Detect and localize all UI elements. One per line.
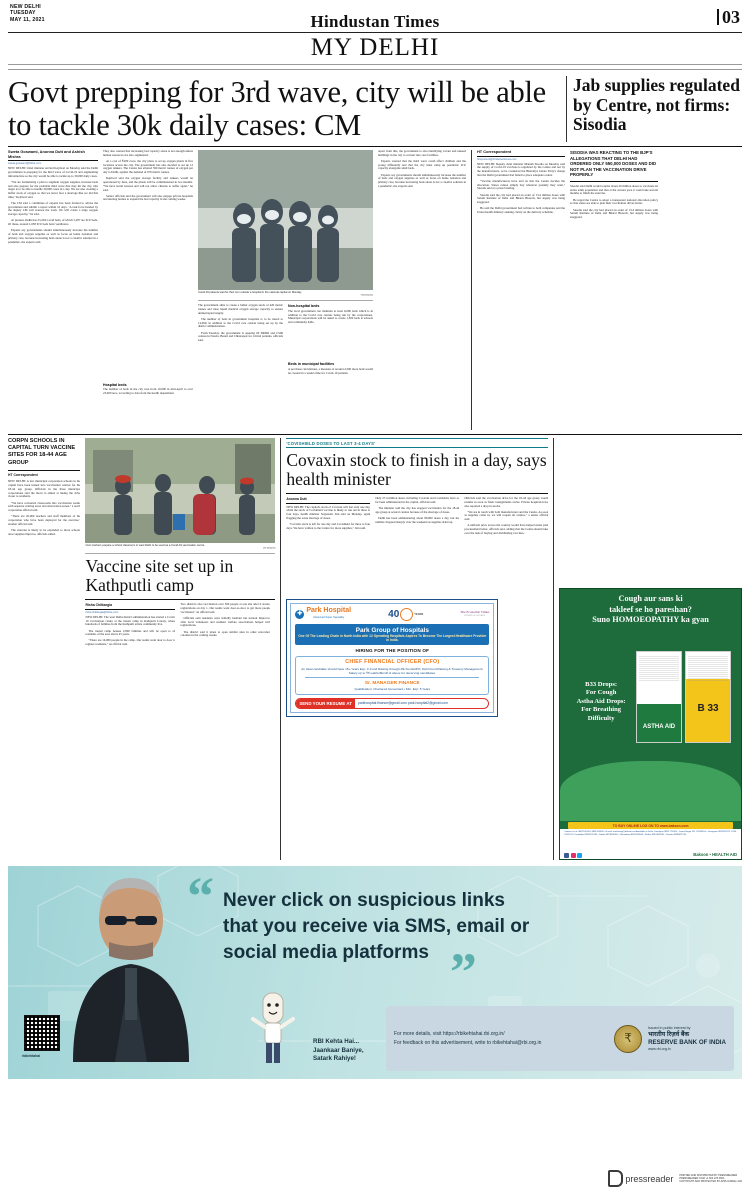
- paragraph: The number of beds in the city rose from 10,000 in mid-April to over 23,000 now, according to data from the health department.: [103, 388, 193, 395]
- homeo-line-2: takleef se ho pareshan?: [609, 604, 692, 614]
- rbi-details: [394, 1030, 614, 1048]
- paragraph: At present, Delhi has 23,204 Covid beds, of which 5,287 are ICU beds. Of these, around 1,638 ICU beds have ventilators.: [8, 218, 98, 227]
- pressreader-mark-icon: [608, 1170, 623, 1187]
- lead-byline: Sweta Goswami, Anonna Dutt and Ashish Mishra: [8, 150, 98, 161]
- anniversary-badge: [388, 608, 423, 621]
- subhead-hospital-beds: Hospital beds: [103, 382, 127, 387]
- pressreader-meta: [679, 1174, 742, 1184]
- paragraph: Experts warned that the third wave could affect children and the young differently and that the city must ramp up paediatric ICU capacity alongside adult beds.: [378, 158, 466, 171]
- covaxin-block: [286, 438, 548, 717]
- lead-col-1: [8, 150, 98, 425]
- rbi-issuer-name: RESERVE BANK OF INDIA: [648, 1038, 726, 1046]
- corp-photo-credit: HT PHOTO: [263, 547, 276, 551]
- kathputli-block: [85, 438, 275, 831]
- subhead-non-hospital-beds: Non-hospital beds: [288, 304, 320, 309]
- dateline-city: NEW DELHI: [10, 4, 41, 10]
- homeo-benefit-1: B33 Drops:: [585, 681, 618, 688]
- rbi-tagline-2: Jaankaar Baniye,: [313, 1046, 364, 1054]
- covaxin-text-2: [375, 497, 459, 593]
- lead-headline: Govt prepping for 3rd wave, city will be able to tackle 30k daily cases: CM: [8, 75, 546, 142]
- homeo-benefit-3: Astha Aid Drops:: [576, 697, 626, 705]
- corp-schools-standfirst: CORPN SCHOOLS IN CAPITAL TURN VACCINE SITES FOR 18-44 AGE GROUP: [8, 438, 80, 471]
- kathputli-email: risha.chitlangia@htlive.com: [85, 610, 119, 614]
- rbi-issuer: [648, 1026, 726, 1052]
- paragraph: At a cost of ₹200 crore, the city plans to set up oxygen plants in five locations across the city. The government has also decided to set up 12 oxygen tankers. The Centre has allotted 590 metric tonnes of oxygen per day to Delhi, against the demand of 976 metric tonnes.: [103, 158, 193, 175]
- rbi-tagline-1: RBI Kehta Hai...: [313, 1038, 360, 1046]
- covaxin-kicker: 'COVISHIELD DOSES TO LAST 3-4 DAYS': [286, 438, 548, 448]
- side-byline: HT Correspondent: [477, 150, 565, 157]
- quote-close-icon: ”: [449, 942, 477, 1002]
- anniversary-ring-icon: [400, 608, 413, 621]
- paragraph: NEW DELHI: The west Delhi district administration has started a Covid-19 vaccination centre at the transit camp in Kathputli Colony, where hundreds of families from the Kathputli artiste community live.: [85, 615, 176, 627]
- homeo-benefit-4: For Breathing: [581, 706, 622, 714]
- park-hospital-logo: [295, 607, 351, 621]
- kathputli-text-1: [85, 616, 175, 828]
- paragraph: Officials said residents were initially hesitant but turnout improved after local volunteers and resident welfare associations helped with registrations.: [180, 615, 271, 628]
- job-divider: [305, 677, 479, 678]
- send-resume-block[interactable]: [295, 698, 489, 709]
- section-rule: [8, 64, 742, 70]
- pressreader-meta-1: PRINTED AND DISTRIBUTED BY PRESSREADER: [679, 1173, 738, 1177]
- pack-label-astha: ASTHA AID: [642, 723, 676, 730]
- paragraph: NEW DELHI: Chief minister Arvind Kejriwal on Monday said the Delhi government is prepping for the third wave of Covid-19 and augmenting infrastructure so the city would be able to tackle up to 30,000 daily cases.: [8, 167, 98, 178]
- homeo-footer: [560, 829, 741, 859]
- rbi-info-panel: [386, 1006, 734, 1071]
- product-pack-astha: [636, 651, 682, 743]
- paragraph: A per these calculations, a measure of around 4,500 more beds would be created in a week's time for Covid-19 patients.: [288, 367, 373, 375]
- page-number: [717, 7, 740, 28]
- lead-photo-caption: Covid-19 patients wait for their turn outside a hospital in the national capital on Monday.: [198, 291, 302, 294]
- subhead-municipal-beds: Beds in municipal facilities: [288, 362, 335, 367]
- paragraph: They also warned that increasing bed capacity alone is not enough unless human resources are also augmented.: [103, 150, 193, 157]
- medical-cross-icon: ✚: [297, 610, 303, 617]
- lead-text-3b: [288, 310, 373, 360]
- pressreader-logo: [608, 1170, 673, 1187]
- paragraph: Only 27.4 million doses, including Covaxin and Covishield, have so far been administered in the capital, officials said.: [375, 497, 460, 504]
- park-brand: Park Hospital: [306, 607, 352, 614]
- rbi-issued-by: Issued in public interest by: [648, 1025, 691, 1030]
- covaxin-text-3: [464, 497, 548, 593]
- homeo-curve-decoration: [560, 761, 741, 821]
- mascot-illustration: [251, 989, 295, 1065]
- job-role-manager: Sr. MANAGER FINANCE: [364, 680, 420, 686]
- paragraph: Experts say governments should simultaneously increase the number of beds and oxygen supplies as well as focus on home isolation and primary care, because increasing beds alone is not a creative solution in a pandemic, the experts said.: [378, 172, 466, 188]
- rbi-tagline-3: Satark Rahiye!: [313, 1054, 356, 1062]
- side-col-1: [477, 150, 565, 428]
- corp-schools-text: [8, 480, 80, 820]
- quote-open-icon: “: [187, 866, 214, 926]
- rbi-quote-line-2: that you receive via SMS, email or: [223, 916, 530, 937]
- lead-photo-credit: HT PHOTO: [360, 294, 373, 298]
- homeo-benefit-5: Difficulty: [587, 714, 615, 722]
- paragraph: He said the Delhi government had written to both companies and the Union health ministry seeking clarity on the delivery schedule.: [477, 206, 565, 215]
- homeo-url-banner[interactable]: [568, 822, 733, 829]
- paragraph: The local government can maintain at least 6,000 beds which is in addition to the Covid care centres being run by the corporations. Municipal corporations will be asked to create 1,500 beds at schools and community halls.: [288, 309, 373, 325]
- homeo-headline: [560, 589, 741, 628]
- kathputli-byline: Risha Chitlangia: [85, 603, 175, 610]
- homeo-brand-logos: [693, 854, 737, 857]
- paper-logo: Hindustan Times: [310, 12, 440, 31]
- pressreader-meta-3: COPYRIGHT AND PROTECTED BY APPLICABLE LAW: [679, 1180, 742, 1184]
- homeo-benefits: [565, 681, 637, 723]
- side-email: htreporters@hindustantimes.com: [477, 157, 517, 161]
- park-band-sub: One Of The Leading Chain in North India with 12 Operating Hospitals Aspires To Become The Largest Healthcare Provider in India.: [298, 634, 487, 643]
- paragraph: Apart from this, the government is also identifying vacant and unused buildings in the city to convert into care facilities.: [378, 150, 466, 157]
- lead-text-2b: [103, 388, 193, 410]
- send-resume-emails[interactable]: parkhospital.finance@gmail.com park.hospital2@gmail.com: [357, 700, 448, 705]
- partner-name: The Economic Times: [460, 610, 490, 614]
- partner-sub: HOSPITAL AWARDS: [464, 615, 486, 617]
- lead-email: sweta.goswami@htlive.com: [8, 162, 42, 166]
- job-listing: [295, 656, 489, 695]
- side-headline: Jab supplies regulated by Centre, not firms: Sisodia: [573, 75, 740, 134]
- paragraph: Two districts also vaccination over 500 people at one site after it started registrations on day 1. Our teams went door-to-door to get more people vaccinated," an official said.: [180, 603, 271, 614]
- lead-col-4: [378, 150, 466, 430]
- homeo-url-value[interactable]: www.bakson.com: [659, 823, 689, 828]
- paragraph: Senior officials said the government will also engage private hospitals and nursing homes to expand the bed capacity in the coming weeks.: [103, 193, 193, 202]
- anniversary-number: 40: [388, 608, 400, 620]
- partner-logo: [460, 610, 489, 618]
- park-band-title: Park Group of Hospitals: [355, 626, 429, 634]
- paragraph: A uniform price across the country would have helped states plan procurement better, officials said, adding that the Centre should take over the task of buying and distributing vaccines.: [464, 523, 549, 535]
- park-hospital-ad[interactable]: [286, 599, 498, 717]
- job-role-cfo-desc: An ideal candidate should have 15+ Years Exp. in Fund Raising through PE Funds/IPO, Debt Fund Raising & Treasury Management. Salary up to ₹5 Lakhs/Month & above for deserving candidates.: [301, 666, 484, 675]
- paragraph: "Vaccine manufacturers have told us that the Centre decides the allocation. States cannot simply buy whatever quantity they want," Sisodia said at a press briefing.: [477, 178, 565, 191]
- paragraph: The government aims to create a buffer oxygen stock of 420 metric tonnes and raise liquid medical oxygen storage capacity to ensure uninterrupted supply.: [198, 304, 283, 315]
- covaxin-headline: Covaxin stock to finish in a day, says health minister: [286, 450, 547, 489]
- paragraph: From Tuesday, the government is opening 60 DRDO and CSIR centres in Narela, Burari and Chhatarpur for critical patients, officials said.: [198, 330, 283, 343]
- rbi-quote-line-3: social media platforms: [223, 942, 429, 963]
- lead-col-3: [198, 150, 373, 414]
- section-title: MY DELHI: [310, 34, 440, 61]
- homeo-brands: Bakson • HEALTH AID: [693, 852, 737, 858]
- lead-col-2: [103, 150, 193, 410]
- anniversary-label: YEARS: [414, 612, 424, 616]
- rbi-issuer-hindi: भारतीय रिज़र्व बैंक: [648, 1030, 690, 1038]
- paragraph: "We are in touch with both manufacturers and the Centre. As soon as supplies come in, we will reopen all centres," a senior official said.: [464, 509, 549, 522]
- rbi-awareness-ad[interactable]: [8, 866, 742, 1079]
- side-text: [477, 163, 565, 428]
- dateline-date: MAY 11, 2021: [10, 16, 45, 23]
- paragraph: Sisodia said Delhi would require about 26 million doses to vaccinate its entire adult population and that at the current pace it could take several months to finish the exercise.: [570, 184, 658, 196]
- paragraph: "We are formulating a plan to augment oxygen supplies, increase beds and also prepare for the probable third wave that may hit the city. Our target is to be able to handle 30,000 cases in a day. We are also creating a buffer stock of oxygen so that we never face a shortage like we did this time," Kejriwal said.: [8, 179, 98, 199]
- pressreader-brand: pressreader: [625, 1173, 674, 1184]
- corp-schools-byline: HT Correspondent: [8, 472, 38, 477]
- side-text-2: [570, 185, 658, 397]
- homeo-benefit-2: For Cough: [585, 689, 617, 697]
- pressreader-meta-2: PRESSREADER.COM +1 604 278 4604: [679, 1176, 725, 1180]
- lead-text-1: [8, 167, 98, 425]
- corp-schools-photo: [85, 438, 275, 543]
- paragraph: "Covaxin stock is left for one day and Covishield for three to four days. We have written to the Centre for more supplies," Jain said.: [286, 521, 371, 530]
- corp-schools-block: [8, 438, 80, 820]
- qr-code[interactable]: [24, 1015, 60, 1051]
- product-pack-b33: [685, 651, 731, 743]
- pack-text-lines: [688, 656, 728, 682]
- masthead: [8, 0, 742, 72]
- park-brand-sub: Advanced Super Speciality: [313, 616, 345, 619]
- pack-label-b33: B 33: [697, 702, 719, 714]
- lead-text-4: [378, 150, 466, 430]
- paragraph: "There are 26,000 teachers and staff members of the corporation who have been deployed for the exercise," another official said.: [8, 514, 81, 526]
- qr-caption: rbikehtahai: [22, 1054, 41, 1058]
- rbi-details-line-1[interactable]: For more details, visit https://rbikehtahai.rbi.org.in/: [394, 1030, 505, 1037]
- paragraph: Experts say governments should simultaneously increase the number of beds and oxygen supplies as well as focus on home isolation and primary care, because increasing beds alone is not a creative solution in a pandemic, the experts said.: [8, 228, 98, 244]
- side-col-2: [570, 150, 658, 397]
- page-number-value: 03: [722, 7, 740, 27]
- rbi-issuer-url[interactable]: www.rbi.org.in: [648, 1046, 671, 1051]
- homeopathy-ad[interactable]: [559, 588, 742, 860]
- instagram-icon[interactable]: [571, 853, 576, 858]
- send-resume-label: SEND YOUR RESUME AT: [296, 699, 355, 708]
- homeo-ad-column: [559, 438, 742, 860]
- homeo-line-3: Suno HOMOEOPATHY ka gyan: [592, 615, 709, 624]
- paragraph: "There are 16,000 people in the camp. Our teams went door to door to register residents," an official said.: [85, 638, 176, 647]
- twitter-icon[interactable]: [577, 853, 582, 858]
- job-role-cfo: CHIEF FINANCIAL OFFICER (CFO): [345, 659, 440, 666]
- park-band: [295, 624, 489, 645]
- paragraph: He urged the Centre to adopt a transparent national allocation policy so that states are able to plan their vaccination drives better.: [570, 197, 658, 206]
- lead-col-3b: [288, 304, 373, 414]
- paragraph: Sisodia said the city had placed an order of 13.4 million doses with Serum Institute of India and Bharat Biotech, but supply was being staggered.: [570, 207, 658, 219]
- paragraph: NEW DELHI: Deputy chief minister Manish Sisodia on Monday said the supply of Covid-19 vaccines is regulated by the Centre and not by the manufacturers, as he countered the Bharatiya Janata Party's charge that the Delhi government had failed to place adequate orders.: [477, 162, 565, 177]
- paragraph: Kejriwal said the oxygen storage facility and tankers would be operational by June, and the plants will be commissioned in two months. "We have learnt lessons and will not allow citizens to suffer again," he said.: [103, 176, 193, 192]
- rbi-quote: [187, 866, 643, 1002]
- paragraph: Officials said the vaccination drive for the 18-44 age group would resume as soon as fresh consignments arrive. Private hospitals have also reported a drop in stocks.: [464, 497, 549, 508]
- rbi-seal-icon: ₹: [614, 1025, 642, 1053]
- paragraph: Sisodia said the city had placed an order of 13.4 million doses with Serum Institute of India and Bharat Biotech, but supply was being staggered.: [477, 192, 565, 205]
- kathputli-text-2: [180, 603, 270, 831]
- hiring-label: HIRING FOR THE POSITION OF: [355, 647, 430, 653]
- job-role-manager-desc: Qualification: Chartered Accountant • Min. Exp: 5 Years: [354, 687, 431, 692]
- lead-photo: [198, 150, 373, 290]
- paragraph: The minister said the city has stopped vaccination for the 18-44 age group at several centres because of the shortage of doses.: [375, 505, 460, 514]
- corp-photo-caption: Civic workers prepare a school classroom in west Delhi to be used as a Covid-19 vaccination centre.: [85, 544, 205, 547]
- page-number-rule: [717, 9, 719, 25]
- paragraph: The exercise is likely to be expanded to more schools once supplies improve, officials added.: [8, 527, 81, 536]
- paragraph: The district said it plans to open similar sites in other relocation colonies in the coming weeks.: [180, 629, 271, 638]
- paragraph: The CM said a committee of experts has been formed to advise the government and submit a report within 10 days. "A task force headed by the deputy CM will oversee the work. We will create a large oxygen storage capacity," he said.: [8, 200, 98, 217]
- pack-text-lines: [639, 656, 679, 682]
- paragraph: Delhi has been administering about 80,000 doses a day, but the number dropped sharply over the weekend as supplies dried up.: [375, 515, 460, 524]
- covaxin-text-1: [286, 506, 370, 592]
- homeo-contact-details: Contact us at: 9667100100, 9891103900 • E-mail: marketing@bakson.net Available at Delhi: Janakpuri 9891 274200 • Laxmi Nagar 011 22424614 • Gurugram 9811321122, 0124 2700123 • Faridabad 9953701234 • Noida 9873900050 • Ghaziabad 9810203040 • Rohini 9810902030 • Dwarka 9899011234: [564, 831, 737, 836]
- masthead-rule: [8, 32, 742, 33]
- homeo-line-1: Cough aur sans ki: [618, 594, 683, 603]
- pressreader-footer: [608, 1170, 742, 1187]
- social-icons[interactable]: [564, 853, 582, 858]
- rbi-tagline: [313, 1038, 364, 1063]
- paragraph: The transit camp houses 2,800 families and will be open to all residents of the area above 45 years.: [85, 628, 176, 637]
- dateline-day: TUESDAY: [10, 10, 36, 17]
- lead-text-2: [103, 150, 193, 380]
- rbi-details-line-2[interactable]: For feedback on this advertisement, write to rbikehtahai@rbi.org.in: [394, 1039, 542, 1046]
- lead-text-3: [198, 304, 283, 412]
- side-pullquote: SISODIA WAS REACTING TO THE BJP'S ALLEGATIONS THAT DELHI HAD ORDERED ONLY 550,000 DOSES AND DID NOT PLAN THE VACCINATION DRIVE PROPERLY: [570, 150, 658, 182]
- kathputli-headline: Vaccine site set up in Kathputli camp: [85, 556, 234, 596]
- facebook-icon[interactable]: [564, 853, 569, 858]
- paragraph: NEW DELHI: A few municipal corporation schools in the capital have been turned into vaccination centres for the 18-44 age group. Officials in the three municipal corporations said the move is aimed at taking the drive closer to residents.: [8, 480, 81, 499]
- paragraph: NEW DELHI: The capital's stock of Covaxin will last only one day, while the stock of Covishield vaccine is likely to run out in three to four days, health minister Satyendar Jain said on Monday, again flagging the acute shortage of doses.: [286, 505, 371, 520]
- homeo-url-prefix: TO BUY ONLINE LOG ON TO: [612, 823, 659, 828]
- covaxin-byline: Anonna Dutt: [286, 497, 370, 504]
- rbi-quote-line-1: Never click on suspicious links: [223, 890, 505, 911]
- paragraph: The number of beds in government hospitals is to be raised to 14,000, in addition to the Covid care centres being set up by the district administration.: [198, 316, 283, 329]
- lead-text-3c: [288, 368, 373, 414]
- paragraph: "We have converted classrooms into vaccination rooms with separate waiting areas and observation zones," a north corporation official said.: [8, 500, 81, 513]
- product-packs: [636, 651, 731, 743]
